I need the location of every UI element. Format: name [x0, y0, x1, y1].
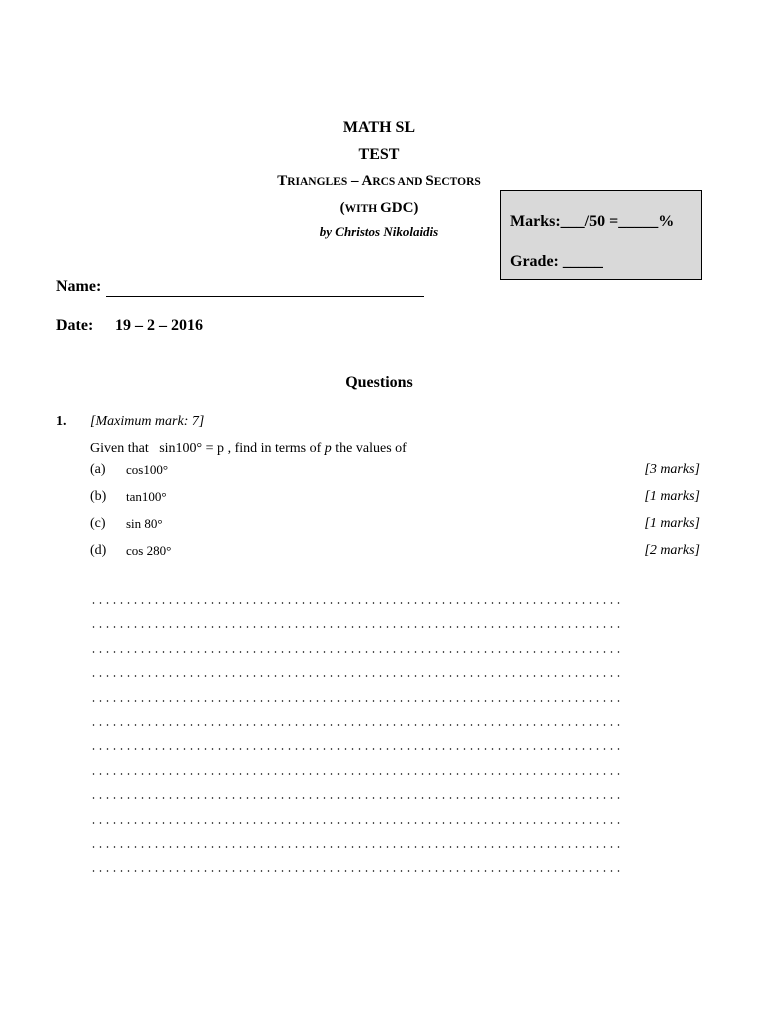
part-expression: cos 280° [126, 543, 172, 558]
answer-dotted-line [90, 724, 622, 726]
topic-title: TRIANGLES – ARCS AND SECTORS [277, 173, 481, 189]
part-marks: [1 marks] [644, 516, 700, 531]
answer-dotted-line [90, 846, 622, 848]
marks-field: Marks:___/50 =_____% [510, 213, 675, 230]
questions-heading: Questions [345, 374, 413, 391]
part-label: (c) [90, 516, 106, 531]
marks-box [500, 190, 702, 280]
stem-math: sin100° = p [159, 441, 225, 456]
answer-dotted-line [90, 773, 622, 775]
answer-dotted-line [90, 822, 622, 824]
answer-dotted-line [90, 651, 622, 653]
part-marks: [3 marks] [644, 462, 700, 477]
answer-dotted-line [90, 700, 622, 702]
test-title: TEST [358, 146, 400, 163]
part-marks: [1 marks] [644, 489, 700, 504]
name-blank-line [106, 296, 424, 297]
part-expression: tan100° [126, 489, 167, 504]
answer-dotted-line [90, 626, 622, 628]
answer-dotted-line [90, 675, 622, 677]
question-number: 1. [56, 414, 67, 429]
name-label: Name: [56, 278, 102, 295]
part-expression: cos100° [126, 462, 169, 477]
subject-title: MATH SL [342, 119, 416, 136]
answer-dotted-line [90, 797, 622, 799]
part-label: (d) [90, 543, 107, 558]
date-label: Date: [56, 317, 94, 334]
max-mark: [Maximum mark: 7] [90, 414, 205, 429]
answer-dotted-line [90, 748, 622, 750]
grade-field: Grade: _____ [510, 253, 603, 270]
answer-dotted-line [90, 870, 622, 872]
gdc-note: (WITH GDC) [339, 200, 419, 216]
answer-dotted-line [90, 602, 622, 604]
part-expression: sin 80° [126, 516, 163, 531]
author-byline: by Christos Nikolaidis [319, 224, 439, 239]
part-label: (b) [90, 489, 107, 504]
question-stem: Given that sin100° = p , find in terms of p the values of [90, 441, 407, 456]
date-value: 19 – 2 – 2016 [115, 317, 203, 334]
part-marks: [2 marks] [644, 543, 700, 558]
part-label: (a) [90, 462, 106, 477]
